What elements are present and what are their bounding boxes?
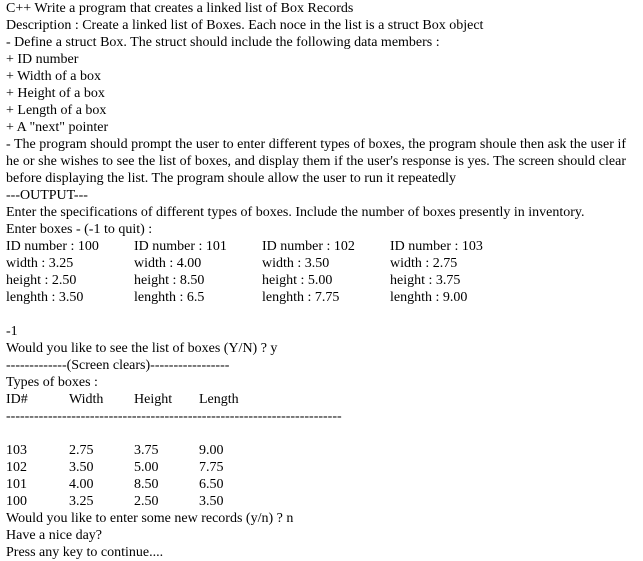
box-width: width : 4.00 <box>134 256 202 271</box>
box-width: width : 3.25 <box>6 256 74 271</box>
cell-width: 4.00 <box>69 477 94 492</box>
table-row <box>6 442 639 459</box>
enter-boxes-line: Enter boxes - (-1 to quit) : <box>6 222 153 237</box>
box-width: width : 2.75 <box>390 256 458 271</box>
cell-length: 6.50 <box>199 477 224 492</box>
see-list-prompt: Would you like to see the list of boxes (Y/N) ? y <box>6 341 278 356</box>
box-entry <box>6 238 99 306</box>
cell-length: 7.75 <box>199 460 224 475</box>
cell-width: 2.75 <box>69 443 94 458</box>
cell-id: 101 <box>6 477 27 492</box>
box-entry <box>262 238 355 306</box>
nice-day-line: Have a nice day? <box>6 528 102 543</box>
box-id: ID number : 102 <box>262 239 355 254</box>
member-length: + Length of a box <box>6 103 107 118</box>
cell-length: 9.00 <box>199 443 224 458</box>
cell-id: 100 <box>6 494 27 509</box>
table-rule: ------------------------------------------------------------------------ <box>6 409 342 424</box>
member-next: + A "next" pointer <box>6 120 109 135</box>
box-length: lenghth : 7.75 <box>262 290 340 305</box>
table-row <box>6 459 639 476</box>
table-row <box>6 476 639 493</box>
cell-height: 3.75 <box>134 443 159 458</box>
title-line: C++ Write a program that creates a linked list of Box Records <box>6 1 354 16</box>
enter-specs-line: Enter the specifications of different types of boxes. Include the number of boxes presently in inventory. <box>6 205 585 220</box>
box-table <box>6 391 639 510</box>
box-height: height : 2.50 <box>6 273 77 288</box>
member-width: + Width of a box <box>6 69 101 84</box>
header-height: Height <box>134 392 173 407</box>
table-header-row <box>6 391 639 408</box>
box-width: width : 3.50 <box>262 256 330 271</box>
types-of-boxes-line: Types of boxes : <box>6 375 98 390</box>
box-entries <box>6 238 639 306</box>
new-records-prompt: Would you like to enter some new records (y/n) ? n <box>6 511 294 526</box>
member-id: + ID number <box>6 52 79 67</box>
header-width: Width <box>69 392 104 407</box>
box-entry <box>134 238 227 306</box>
box-id: ID number : 101 <box>134 239 227 254</box>
table-row <box>6 493 639 510</box>
cell-id: 103 <box>6 443 27 458</box>
screen-clears-line: -------------(Screen clears)----------------- <box>6 358 230 373</box>
box-id: ID number : 100 <box>6 239 99 254</box>
box-entry <box>390 238 483 306</box>
box-length: lenghth : 9.00 <box>390 290 468 305</box>
cell-height: 8.50 <box>134 477 159 492</box>
cell-length: 3.50 <box>199 494 224 509</box>
box-height: height : 3.75 <box>390 273 461 288</box>
member-height: + Height of a box <box>6 86 105 101</box>
blank-line <box>6 306 639 323</box>
header-length: Length <box>199 392 239 407</box>
header-id: ID# <box>6 392 28 407</box>
define-struct-line: - Define a struct Box. The struct should include the following data members : <box>6 35 440 50</box>
box-length: lenghth : 6.5 <box>134 290 205 305</box>
box-length: lenghth : 3.50 <box>6 290 84 305</box>
document <box>6 0 639 561</box>
cell-width: 3.25 <box>69 494 94 509</box>
box-height: height : 8.50 <box>134 273 205 288</box>
cell-width: 3.50 <box>69 460 94 475</box>
description-line: Description : Create a linked list of Boxes. Each noce in the list is a struct Box object <box>6 18 484 33</box>
output-label: ---OUTPUT--- <box>6 188 88 203</box>
quit-input-line: -1 <box>6 324 18 339</box>
cell-height: 5.00 <box>134 460 159 475</box>
press-key-line: Press any key to continue.... <box>6 545 164 560</box>
member-list <box>6 51 639 136</box>
cell-id: 102 <box>6 460 27 475</box>
box-id: ID number : 103 <box>390 239 483 254</box>
box-height: height : 5.00 <box>262 273 333 288</box>
cell-height: 2.50 <box>134 494 159 509</box>
blank-line <box>6 425 639 442</box>
program-description: - The program should prompt the user to enter different types of boxes, the program shoule then ask the user if he or she wishes to see the list of boxes, and display them if the user's response is yes. The screen should clear before displaying the list. The program shoule allow the user to run it repeatedly <box>6 137 626 186</box>
